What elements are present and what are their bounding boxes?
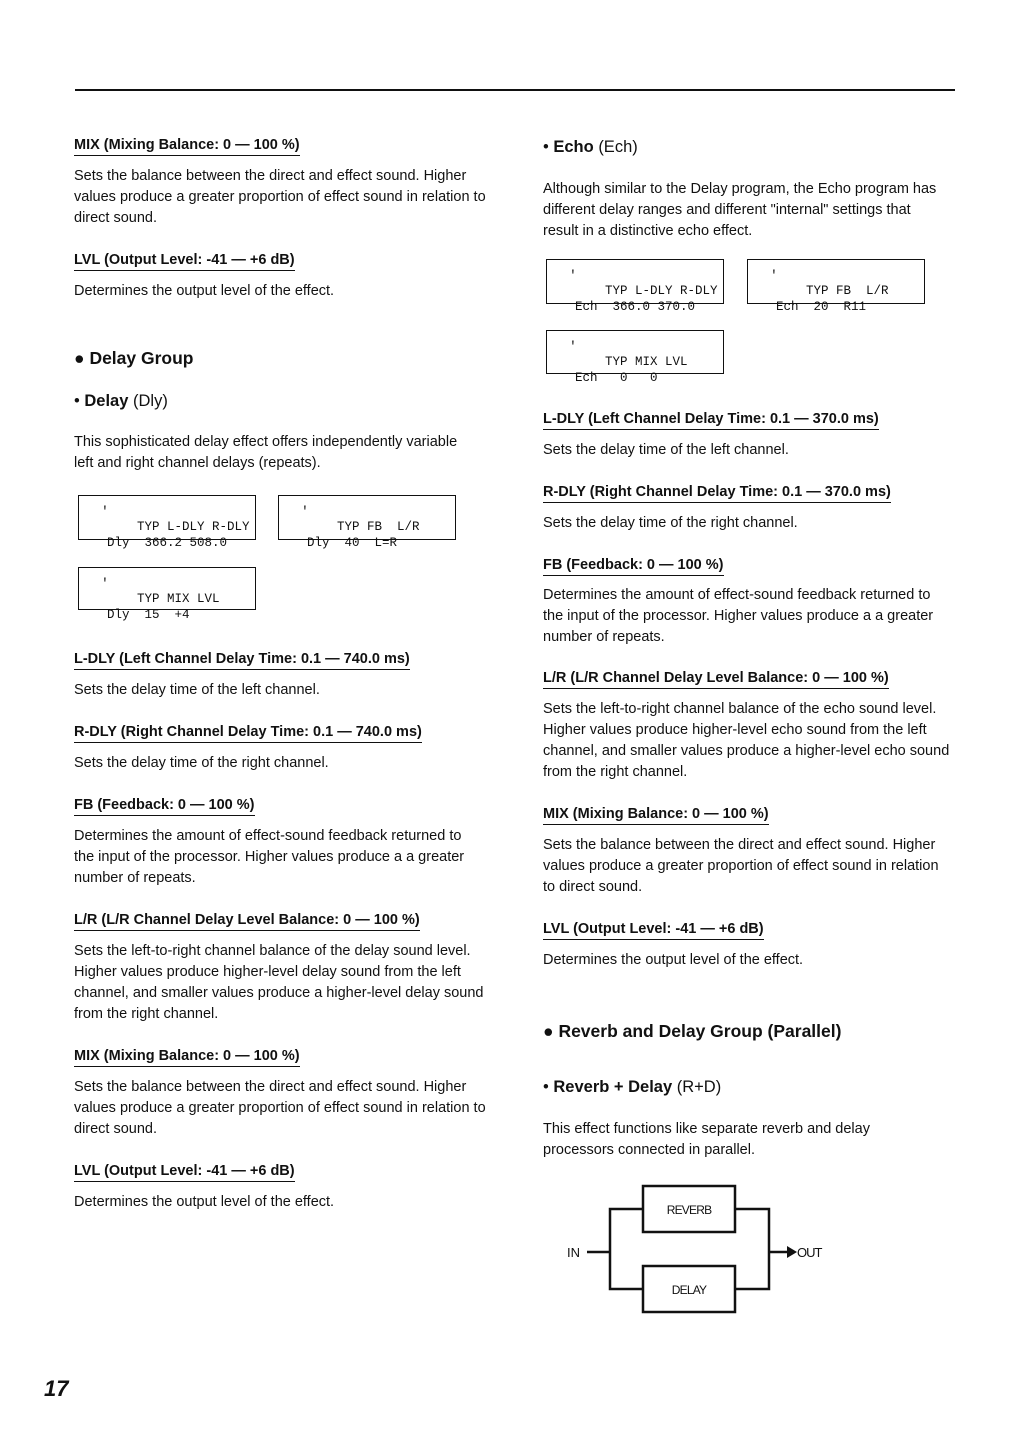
param-mix-desc: Sets the balance between the direct and effect sound. Higher values produce a greater proportion of effect sound in relation to direct sound. [543,837,939,895]
param-ldly-heading: L-DLY (Left Channel Delay Time: 0.1 — 740.0 ms) [74,650,410,670]
param-mix-heading: MIX (Mixing Balance: 0 — 100 %) [543,805,769,825]
param-lr-desc: Sets the left-to-right channel balance of the echo sound level. Higher values produce higher-level echo sound from the left channel, and smaller values produce a higher-level echo sound from the right channel. [543,701,950,780]
param-ldly-desc: Sets the delay time of the left channel. [543,442,789,458]
param-rdly-heading: R-DLY (Right Channel Delay Time: 0.1 — 370.0 ms) [543,483,891,503]
lcd-display: ' TYP FB L/R Ech 20 R11 [747,259,925,304]
param-fb-heading: FB (Feedback: 0 — 100 %) [74,796,255,816]
param-fb-heading: FB (Feedback: 0 — 100 %) [543,556,724,576]
delay-program-heading: • Delay (Dly) [74,392,168,410]
lcd-display: ' TYP MIX LVL Ech 0 0 [546,330,724,374]
bullet-icon: ● [543,1021,559,1041]
param-ldly-desc: Sets the delay time of the left channel. [74,682,320,698]
echo-program-desc: Although similar to the Delay program, the Echo program has different delay ranges and different "internal" settings that result in a distinctive echo effect. [543,181,937,239]
lcd-display: ' TYP FB L/R Dly 40 L=R [278,495,456,540]
param-mix-desc: Sets the balance between the direct and effect sound. Higher values produce a greater proportion of effect sound in relation to direct sound. [74,168,486,226]
arrow-right-icon [787,1246,797,1258]
delay-label: DELAY [671,1283,707,1297]
lcd-display: ' TYP L-DLY R-DLY Ech 366.0 370.0 [546,259,724,304]
param-lvl-desc: Determines the output level of the effect. [74,1194,335,1210]
reverb-delay-group-heading: ● Reverb and Delay Group (Parallel) [543,1021,842,1041]
param-fb-desc: Determines the amount of effect-sound feedback returned to the input of the processor. Higher values produce a a greater number of repeats. [543,587,934,645]
param-mix-heading: MIX (Mixing Balance: 0 — 100 %) [74,1047,300,1067]
diagram-in-label: IN [567,1245,580,1260]
param-rdly-desc: Sets the delay time of the right channel. [74,755,329,771]
param-lvl-desc: Determines the output level of the effect. [543,952,804,968]
param-rdly-desc: Sets the delay time of the right channel. [543,515,798,531]
param-rdly-heading: R-DLY (Right Channel Delay Time: 0.1 — 740.0 ms) [74,723,422,743]
param-fb-desc: Determines the amount of effect-sound feedback returned to the input of the processor. Higher values produce a a greater number of repeats. [74,828,465,886]
echo-program-heading: • Echo (Ech) [543,138,638,156]
lcd-display: ' TYP L-DLY R-DLY Dly 366.2 508.0 [78,495,256,540]
lcd-display: ' TYP MIX LVL Dly 15 +4 [78,567,256,610]
diagram-out-label: OUT [797,1245,822,1260]
param-lvl-heading: LVL (Output Level: -41 — +6 dB) [543,920,764,940]
delay-group-heading: ● Delay Group [74,348,194,368]
output-merge-line [735,1209,769,1289]
input-split-line [610,1209,643,1289]
param-lr-desc: Sets the left-to-right channel balance of the delay sound level. Higher values produce higher-level delay sound from the left channel, and smaller values produce a higher-level delay sound from the right channel. [74,943,484,1022]
delay-program-desc: This sophisticated delay effect offers independently variable left and right channel delays (repeats). [74,434,458,471]
reverb-delay-program-heading: • Reverb + Delay (R+D) [543,1078,722,1096]
reverb-label: REVERB [666,1203,712,1217]
reverb-delay-program-desc: This effect functions like separate reverb and delay processors connected in parallel. [543,1121,870,1158]
param-lvl-heading: LVL (Output Level: -41 — +6 dB) [74,251,295,271]
param-mix-desc: Sets the balance between the direct and effect sound. Higher values produce a greater proportion of effect sound in relation to direct sound. [74,1079,486,1137]
param-mix-heading: MIX (Mixing Balance: 0 — 100 %) [74,136,300,156]
param-lr-heading: L/R (L/R Channel Delay Level Balance: 0 — 100 %) [543,669,889,689]
page-number: 17 [44,1376,69,1401]
param-lvl-heading: LVL (Output Level: -41 — +6 dB) [74,1162,295,1182]
parallel-signal-diagram [565,1180,845,1320]
param-ldly-heading: L-DLY (Left Channel Delay Time: 0.1 — 370.0 ms) [543,410,879,430]
param-lr-heading: L/R (L/R Channel Delay Level Balance: 0 — 100 %) [74,911,420,931]
bullet-icon: ● [74,348,90,368]
top-rule [75,89,955,91]
param-lvl-desc: Determines the output level of the effect. [74,283,335,299]
